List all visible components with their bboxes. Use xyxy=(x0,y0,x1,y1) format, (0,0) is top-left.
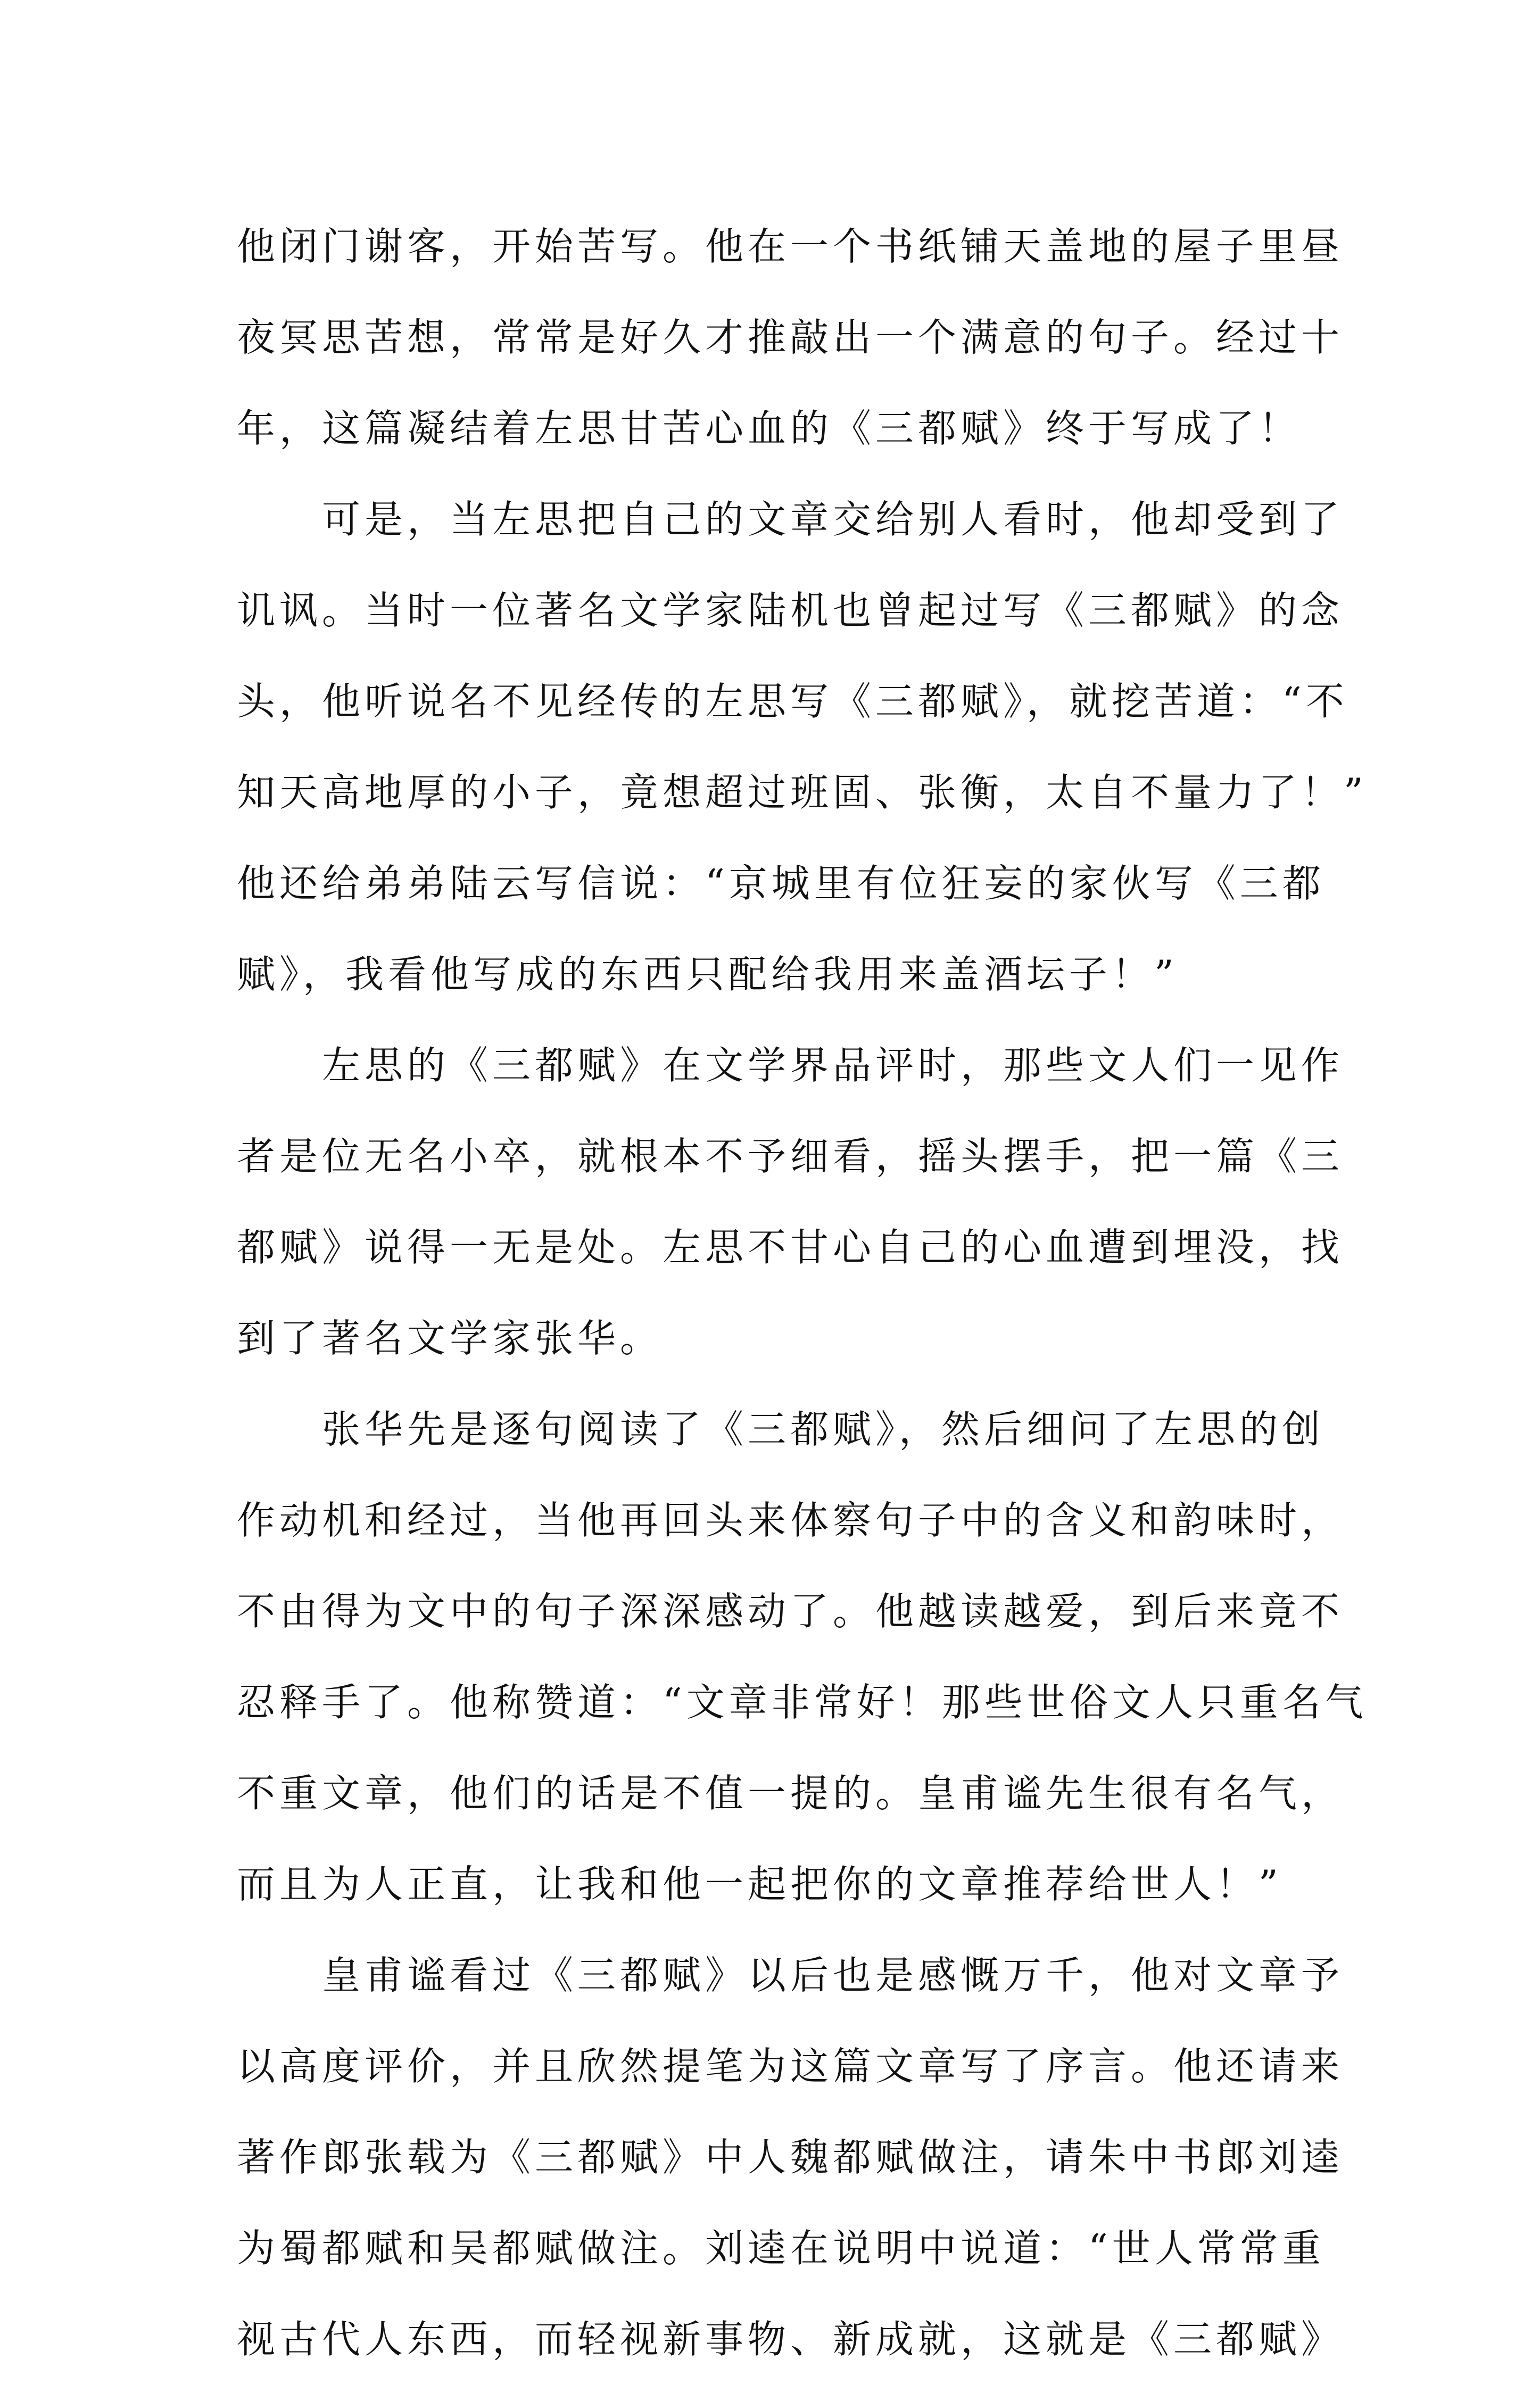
text-line: 忍释手了。他称赞道：“文章非常好！那些世俗文人只重名气 xyxy=(237,1680,1368,1725)
text-line: 知天高地厚的小子，竟想超过班固、张衡，太自不量力了！” xyxy=(237,770,1368,815)
text-line: 年，这篇凝结着左思甘苦心血的《三都赋》终于写成了！ xyxy=(237,406,1302,451)
text-line: 到了著名文学家张华。 xyxy=(237,1316,663,1361)
text-line: 可是，当左思把自己的文章交给别人看时，他却受到了 xyxy=(237,497,1344,542)
text-line: 者是位无名小卒，就根本不予细看，摇头摆手，把一篇《三 xyxy=(237,1134,1344,1179)
text-line: 视古代人东西，而轻视新事物、新成就，这就是《三都赋》 xyxy=(237,2317,1344,2362)
text-line: 张华先是逐句阅读了《三都赋》，然后细问了左思的创 xyxy=(237,1407,1325,1452)
text-line: 不重文章，他们的话是不值一提的。皇甫谧先生很有名气， xyxy=(237,1771,1344,1816)
text-line: 不由得为文中的句子深深感动了。他越读越爱，到后来竟不 xyxy=(237,1589,1344,1634)
text-line: 为蜀都赋和吴都赋做注。刘逵在说明中说道：“世人常常重 xyxy=(237,2226,1325,2271)
text-line: 著作郎张载为《三都赋》中人魏都赋做注，请朱中书郎刘逵 xyxy=(237,2135,1344,2180)
body-text xyxy=(237,201,1368,2385)
text-line: 他闭门谢客，开始苦写。他在一个书纸铺天盖地的屋子里昼 xyxy=(237,224,1344,269)
text-line: 赋》，我看他写成的东西只配给我用来盖酒坛子！” xyxy=(237,952,1178,997)
text-line: 而且为人正直，让我和他一起把你的文章推荐给世人！” xyxy=(237,1862,1282,1907)
text-line: 夜冥思苦想，常常是好久才推敲出一个满意的句子。经过十 xyxy=(237,315,1344,360)
text-line: 皇甫谧看过《三都赋》以后也是感慨万千，他对文章予 xyxy=(237,1953,1344,1998)
text-line: 作动机和经过，当他再回头来体察句子中的含义和韵味时， xyxy=(237,1498,1344,1543)
text-line: 以高度评价，并且欣然提笔为这篇文章写了序言。他还请来 xyxy=(237,2044,1344,2089)
text-line: 左思的《三都赋》在文学界品评时，那些文人们一见作 xyxy=(237,1043,1344,1088)
text-line: 头，他听说名不见经传的左思写《三都赋》，就挖苦道：“不 xyxy=(237,679,1348,724)
text-line: 都赋》说得一无是处。左思不甘心自己的心血遭到埋没，找 xyxy=(237,1225,1344,1270)
text-line: 讥讽。当时一位著名文学家陆机也曾起过写《三都赋》的念 xyxy=(237,588,1344,633)
text-line: 他还给弟弟陆云写信说：“京城里有位狂妄的家伙写《三都 xyxy=(237,861,1325,906)
